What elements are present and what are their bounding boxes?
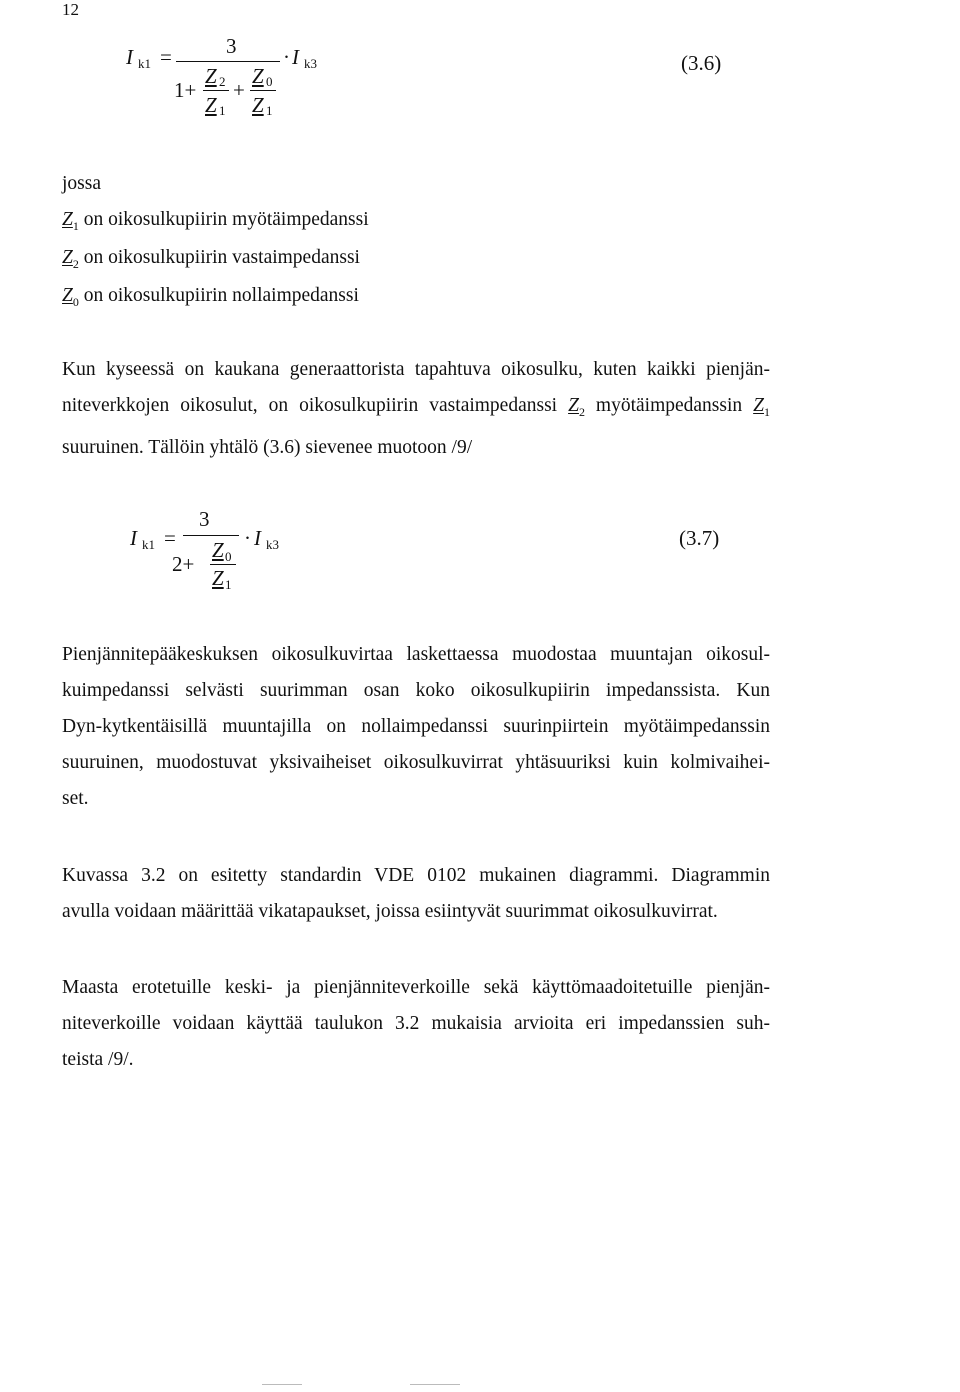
definition-z1 (62, 202, 369, 244)
def-z2-symbol: Z (62, 247, 73, 268)
eq36-z1a-sub: 1 (219, 103, 226, 118)
eq37-z0-z1-bar (210, 564, 236, 565)
eq36-rhs: I (292, 45, 299, 69)
eq36-z2-z1-bar (203, 90, 229, 91)
paragraph-4-line-1: Maasta erotetuille keski- ja pienjänniteverkoille sekä käyttömaadoitetuille pienjän- (62, 977, 770, 998)
paragraph-1 (62, 352, 770, 466)
eq37-lhs: I (130, 526, 137, 550)
page-number: 12 (62, 0, 79, 19)
def-z0-symbol: Z (62, 285, 73, 306)
eq37-equals: = (164, 526, 176, 550)
eq37-z0-sub: 0 (225, 549, 232, 564)
def-z0-sub: 0 (72, 294, 79, 309)
equation-number-3-7: (3.7) (679, 526, 720, 550)
equation-3-7 (0, 480, 960, 610)
paragraph-3 (62, 858, 770, 930)
eq37-z1: Z (212, 566, 224, 590)
definition-z0 (62, 278, 359, 320)
paragraph-2-line-2: kuimpedanssi selvästi suurimman osan koko oikosulkupiirin impedanssista. Kun (62, 680, 770, 701)
paragraph-1-line-3: suuruinen. Tällöin yhtälö (3.6) sievenee muotoon /9/ (62, 436, 473, 458)
def-z1-symbol: Z (62, 209, 73, 230)
eq36-times: · (283, 45, 290, 69)
eq37-numerator: 3 (199, 507, 210, 531)
def-z1-sub: 1 (72, 218, 79, 233)
def-z0-text: on oikosulkupiirin nollaimpedanssi (78, 285, 359, 306)
eq36-numerator: 3 (226, 34, 237, 58)
eq37-z1-sub: 1 (225, 577, 232, 592)
paragraph-2-line-3: Dyn-kytkentäisillä muuntajilla on nollaimpedanssi suurinpiirtein myötäimpedanssin (62, 716, 770, 737)
def-z2-sub: 2 (72, 256, 79, 271)
eq36-lhs: I (126, 45, 133, 69)
eq36-z1b-sub: 1 (266, 103, 273, 118)
eq37-two-plus: 2+ (172, 552, 195, 576)
p1-z1: Z (753, 395, 764, 416)
paragraph-2-line-4: suuruinen, muodostuvat yksivaiheiset oikosulkuvirrat yhtäsuuriksi kuin kolmivaihei- (62, 752, 770, 773)
eq36-one-plus: 1+ (174, 78, 197, 102)
definition-z2 (62, 240, 360, 282)
eq36-equals: = (160, 45, 172, 69)
equation-number-3-6: (3.6) (681, 51, 722, 75)
paragraph-1-line-1: Kun kyseessä on kaukana generaattorista tapahtuva oikosulku, kuten kaikki pienjän- (62, 359, 770, 380)
p1-z2-sub: 2 (578, 404, 585, 419)
eq36-z1a: Z (205, 93, 217, 117)
paragraph-3-line-1: Kuvassa 3.2 on esitetty standardin VDE 0102 mukainen diagrammi. Diagrammin (62, 865, 770, 886)
eq37-rhs: I (254, 526, 261, 550)
p1-line2-text-b: myötäimpedanssin (584, 395, 754, 416)
eq37-times: · (244, 526, 251, 550)
eq36-lhs-sub: k1 (138, 56, 151, 71)
eq36-z0: Z (252, 64, 264, 88)
paragraph-1-line-2 (62, 388, 770, 430)
equation-3-6 (0, 0, 960, 130)
eq37-z0: Z (212, 538, 224, 562)
paragraph-2 (62, 637, 770, 817)
eq36-rhs-sub: k3 (304, 56, 317, 71)
eq37-lhs-sub: k1 (142, 537, 155, 552)
eq36-z2: Z (205, 64, 217, 88)
paragraph-3-line-2: avulla voidaan määrittää vikatapaukset, joissa esiintyvät suurimmat oikosulkuvirrat. (62, 901, 718, 922)
eq37-main-fraction-bar (183, 535, 239, 536)
paragraph-4-line-3: teista /9/. (62, 1049, 134, 1070)
scan-artifact (262, 1384, 302, 1385)
p1-line2-text-a: niteverkkojen oikosulut, on oikosulkupiirin vastaimpedanssi (62, 395, 569, 416)
paragraph-4 (62, 970, 770, 1078)
scan-artifact (410, 1384, 460, 1385)
eq36-main-fraction-bar (176, 61, 280, 62)
eq36-plus: + (233, 78, 245, 102)
eq36-z2-sub: 2 (219, 74, 226, 89)
def-z1-text: on oikosulkupiirin myötäimpedanssi (78, 209, 369, 230)
paragraph-4-line-2: niteverkoille voidaan käyttää taulukon 3.2 mukaisia arvioita eri impedanssien suh- (62, 1013, 770, 1034)
definitions-intro: jossa (62, 173, 101, 194)
paragraph-2-line-5: set. (62, 788, 89, 809)
p1-z1-sub: 1 (764, 404, 770, 419)
eq36-z0-sub: 0 (266, 74, 273, 89)
eq36-z1b: Z (252, 93, 264, 117)
p1-z2: Z (568, 395, 579, 416)
def-z2-text: on oikosulkupiirin vastaimpedanssi (78, 247, 360, 268)
eq36-z0-z1-bar (250, 90, 276, 91)
eq37-rhs-sub: k3 (266, 537, 279, 552)
paragraph-2-line-1: Pienjännitepääkeskuksen oikosulkuvirtaa laskettaessa muodostaa muuntajan oikosul- (62, 644, 770, 665)
